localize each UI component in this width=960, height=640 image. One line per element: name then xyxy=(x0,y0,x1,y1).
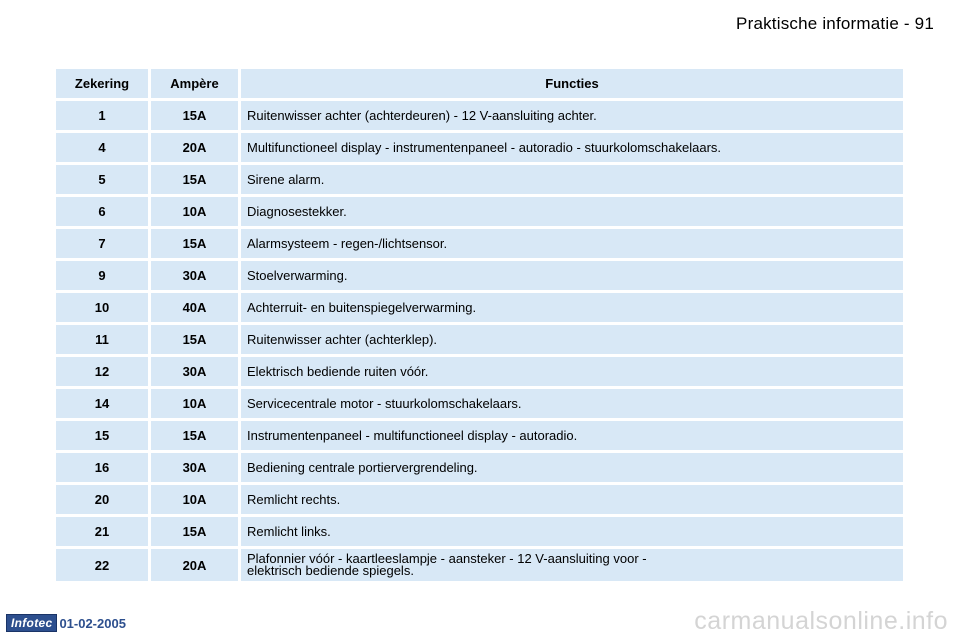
function-description: Ruitenwisser achter (achterdeuren) - 12 V-aansluiting achter. xyxy=(241,101,903,130)
fuse-number: 16 xyxy=(56,453,148,482)
table-row xyxy=(56,325,903,354)
table-row xyxy=(56,261,903,290)
table-header-row xyxy=(56,69,903,98)
function-description: Ruitenwisser achter (achterklep). xyxy=(241,325,903,354)
ampere-value: 15A xyxy=(151,101,238,130)
ampere-value: 30A xyxy=(151,357,238,386)
edition-date: 01-02-2005 xyxy=(59,615,126,631)
table-row xyxy=(56,421,903,450)
page-footer xyxy=(6,614,126,632)
fuse-number: 1 xyxy=(56,101,148,130)
function-description: Bediening centrale portiervergrendeling. xyxy=(241,453,903,482)
ampere-value: 15A xyxy=(151,421,238,450)
ampere-value: 40A xyxy=(151,293,238,322)
table-row xyxy=(56,197,903,226)
table-row xyxy=(56,453,903,482)
function-description: Stoelverwarming. xyxy=(241,261,903,290)
function-description: Servicecentrale motor - stuurkolomschakelaars. xyxy=(241,389,903,418)
ampere-value: 30A xyxy=(151,261,238,290)
function-description: Diagnosestekker. xyxy=(241,197,903,226)
table-row xyxy=(56,229,903,258)
function-description: Sirene alarm. xyxy=(241,165,903,194)
ampere-value: 15A xyxy=(151,517,238,546)
ampere-value: 10A xyxy=(151,389,238,418)
table-row xyxy=(56,357,903,386)
ampere-value: 15A xyxy=(151,165,238,194)
column-header-ampere: Ampère xyxy=(151,69,238,98)
fuse-number: 20 xyxy=(56,485,148,514)
table-row xyxy=(56,389,903,418)
ampere-value: 15A xyxy=(151,325,238,354)
function-description: Achterruit- en buitenspiegelverwarming. xyxy=(241,293,903,322)
fuse-number: 11 xyxy=(56,325,148,354)
function-description: Remlicht links. xyxy=(241,517,903,546)
fuse-number: 21 xyxy=(56,517,148,546)
function-description: Multifunctioneel display - instrumentenpaneel - autoradio - stuurkolomschakelaars. xyxy=(241,133,903,162)
fuse-number: 10 xyxy=(56,293,148,322)
page-title: Praktische informatie - 91 xyxy=(736,14,934,33)
function-description xyxy=(241,549,903,581)
column-header-functions: Functies xyxy=(241,69,903,98)
function-line: elektrisch bediende spiegels. xyxy=(247,563,414,578)
table-row xyxy=(56,133,903,162)
ampere-value: 20A xyxy=(151,549,238,581)
fuse-number: 22 xyxy=(56,549,148,581)
ampere-value: 20A xyxy=(151,133,238,162)
fuse-number: 5 xyxy=(56,165,148,194)
watermark: carmanualsonline.info xyxy=(694,607,948,635)
column-header-fuse: Zekering xyxy=(56,69,148,98)
fuse-number: 15 xyxy=(56,421,148,450)
table-row xyxy=(56,101,903,130)
table-row xyxy=(56,165,903,194)
function-description: Remlicht rechts. xyxy=(241,485,903,514)
fuse-number: 4 xyxy=(56,133,148,162)
function-description: Instrumentenpaneel - multifunctioneel display - autoradio. xyxy=(241,421,903,450)
ampere-value: 15A xyxy=(151,229,238,258)
function-line: Plafonnier vóór - kaartleeslampje - aansteker - 12 V-aansluiting voor - xyxy=(247,551,647,566)
fuse-number: 6 xyxy=(56,197,148,226)
ampere-value: 30A xyxy=(151,453,238,482)
table-row xyxy=(56,293,903,322)
function-description: Alarmsysteem - regen-/lichtsensor. xyxy=(241,229,903,258)
table-row xyxy=(56,485,903,514)
ampere-value: 10A xyxy=(151,485,238,514)
fuse-table xyxy=(56,69,903,581)
function-description: Elektrisch bediende ruiten vóór. xyxy=(241,357,903,386)
table-row xyxy=(56,517,903,546)
fuse-number: 7 xyxy=(56,229,148,258)
fuse-number: 9 xyxy=(56,261,148,290)
fuse-number: 14 xyxy=(56,389,148,418)
infotec-logo: Infotec xyxy=(6,614,57,632)
fuse-number: 12 xyxy=(56,357,148,386)
table-row xyxy=(56,549,903,581)
ampere-value: 10A xyxy=(151,197,238,226)
